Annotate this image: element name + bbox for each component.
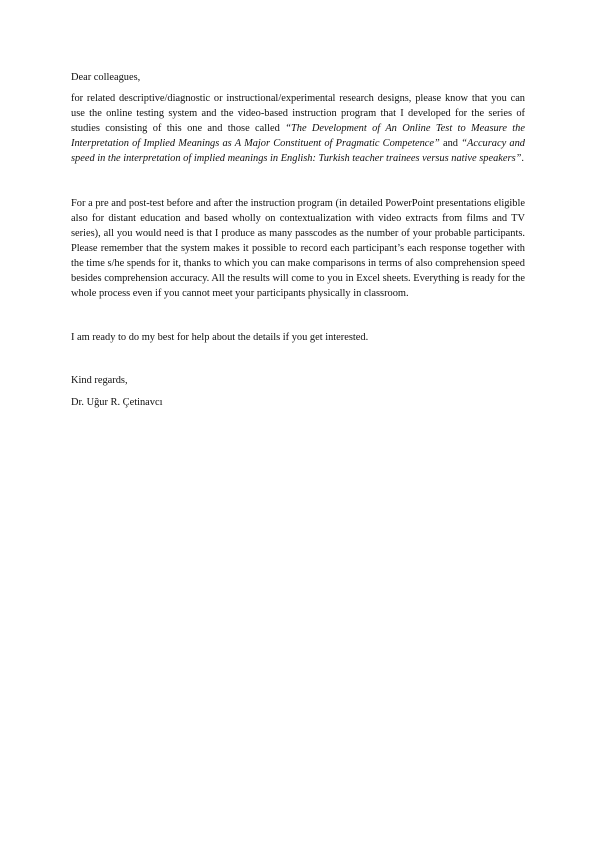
letter-body [71, 70, 525, 410]
offer-help-paragraph: I am ready to do my best for help about the details if you get interested. [71, 332, 369, 343]
intro-end-text: . [521, 153, 525, 164]
intro-connector-text: and [439, 138, 462, 149]
intro-lead-text: for related descriptive/diagnostic or instructional/experimental research designs, please know that you can use the online testing system and the video-based instruction program that I developed for the series of studies consisting of this one and those called [71, 93, 525, 134]
study-title-2: “Accuracy and speed in the interpretation of implied meanings in English: Turkish teacher trainees versus native speakers” [71, 138, 525, 164]
intro-paragraph [71, 91, 525, 166]
signature-name: Dr. Uğur R. Çetinavcı [71, 397, 163, 408]
study-title-1: “The Development of An Online Test to Measure the Interpretation of Implied Meanings as A Major Constituent of Pragmatic Competence” [71, 123, 525, 149]
instruction-program-paragraph: For a pre and post-test before and after the instruction program (in detailed PowerPoint presentations eligible also for distant education and based wholly on contextualization with video extracts from films and TV series), all you would need is that I produce as many passcodes as the number of your probable participants. Please remember that the system makes it possible to record each participant’s each response together with the time s/he spends for it, thanks to which you can make comparisons in terms of also comprehension speed besides comprehension accuracy. All the results will come to you in Excel sheets. Everything is ready for the whole process even if you cannot meet your participants physically in classroom. [71, 198, 525, 299]
closing-line: Kind regards, [71, 375, 128, 386]
salutation: Dear colleagues, [71, 72, 141, 83]
